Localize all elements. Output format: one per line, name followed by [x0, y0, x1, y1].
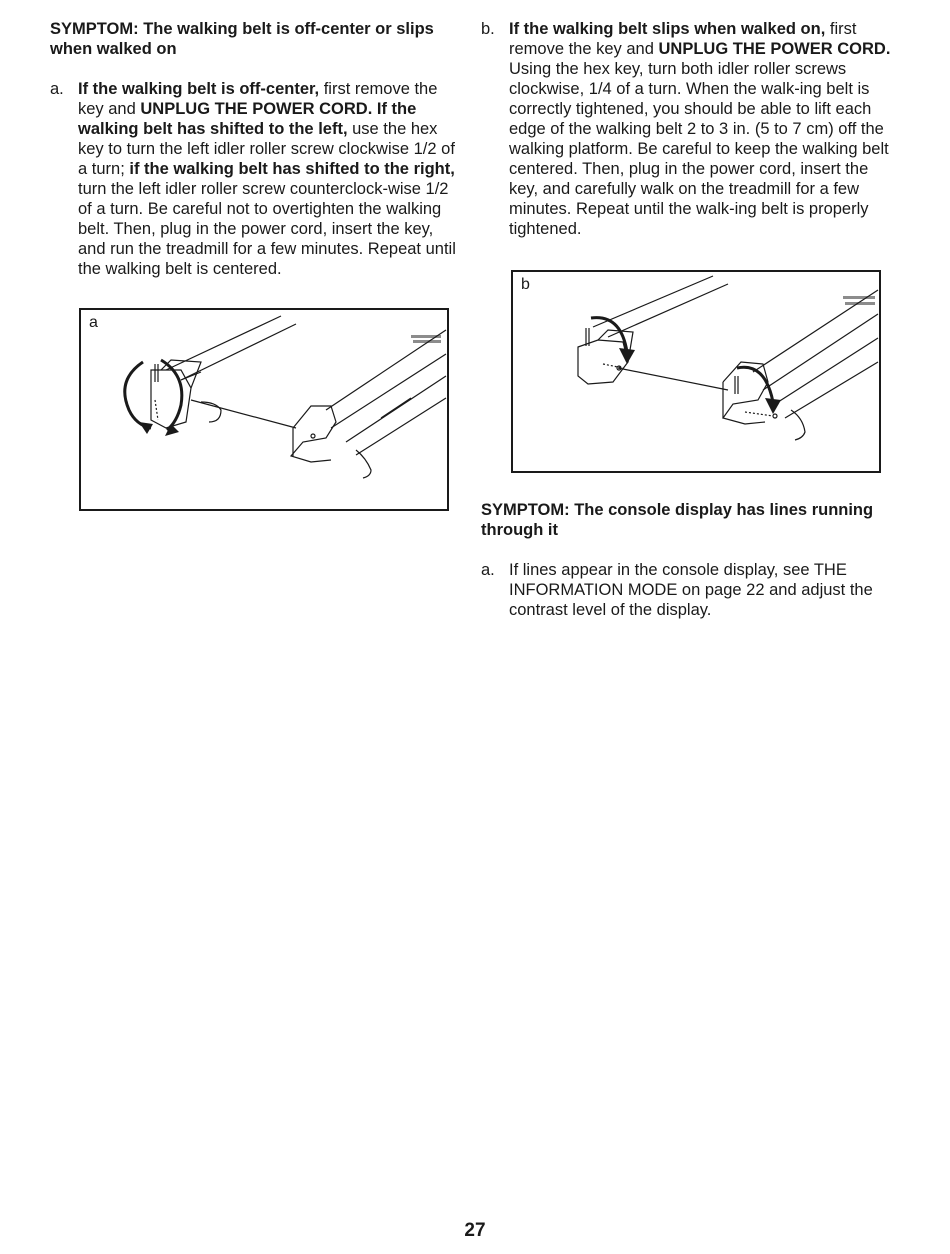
left-column [50, 19, 460, 279]
figure-a [79, 308, 449, 511]
step-a-text-3: turn the left idler roller screw counterclock-wise 1/2 of a turn. Be careful not to overtighten the walking belt. Then, plug in the power cord, insert the key, and run the treadmill for a few minutes. Repeat until the walking belt is centered. [78, 180, 456, 278]
step-a-bold-3: if the walking belt has shifted to the right, [129, 160, 455, 178]
right-column-lower [481, 500, 893, 620]
symptom-heading-belt: SYMPTOM: The walking belt is off-center or slips when walked on [50, 20, 434, 58]
step-b-text-2: Using the hex key, turn both idler roller screws clockwise, 1/4 of a turn. When the walk-ing belt is correctly tightened, you should be able to lift each edge of the walking belt 2 to 3 in. (5 to 7 cm) off the walking platform. Be careful to keep the walking belt centered. Then, plug in the power cord, insert the key, and carefully walk on the treadmill for a few minutes. Repeat until the walk-ing belt is properly tightened. [509, 60, 889, 238]
figure-b-label: b [521, 276, 530, 293]
step-marker: a. [481, 561, 495, 579]
figure-b [511, 270, 881, 473]
treadmill-illustration-a [81, 310, 447, 509]
step-a-off-center [50, 79, 460, 279]
step-a-bold-2: UNPLUG THE POWER CORD. If the walking belt has shifted to the left, [78, 100, 417, 138]
right-column [481, 19, 893, 239]
treadmill-illustration-b [513, 272, 879, 471]
step-a-bold-1: If the walking belt is off-center, [78, 80, 320, 98]
figure-a-label: a [89, 314, 98, 331]
symptom-heading-console: SYMPTOM: The console display has lines running through it [481, 501, 874, 539]
step-b-bold-1: If the walking belt slips when walked on, [509, 20, 826, 38]
step-b-bold-2: UNPLUG THE POWER CORD. [658, 40, 891, 58]
step-b-slips [481, 19, 893, 239]
step-a-text-1: first remove the key and [78, 80, 438, 118]
step-a-console-lines [481, 560, 893, 620]
step-a-console-text: If lines appear in the console display, see THE INFORMATION MODE on page 22 and adjust the contrast level of the display. [509, 561, 873, 619]
step-b-text-1: first remove the key and [509, 20, 857, 58]
step-a-text-2: use the hex key to turn the left idler roller screw clockwise 1/2 of a turn; [78, 120, 455, 178]
step-marker: a. [50, 80, 64, 98]
page-number: 27 [464, 1220, 486, 1241]
step-marker: b. [481, 20, 495, 38]
